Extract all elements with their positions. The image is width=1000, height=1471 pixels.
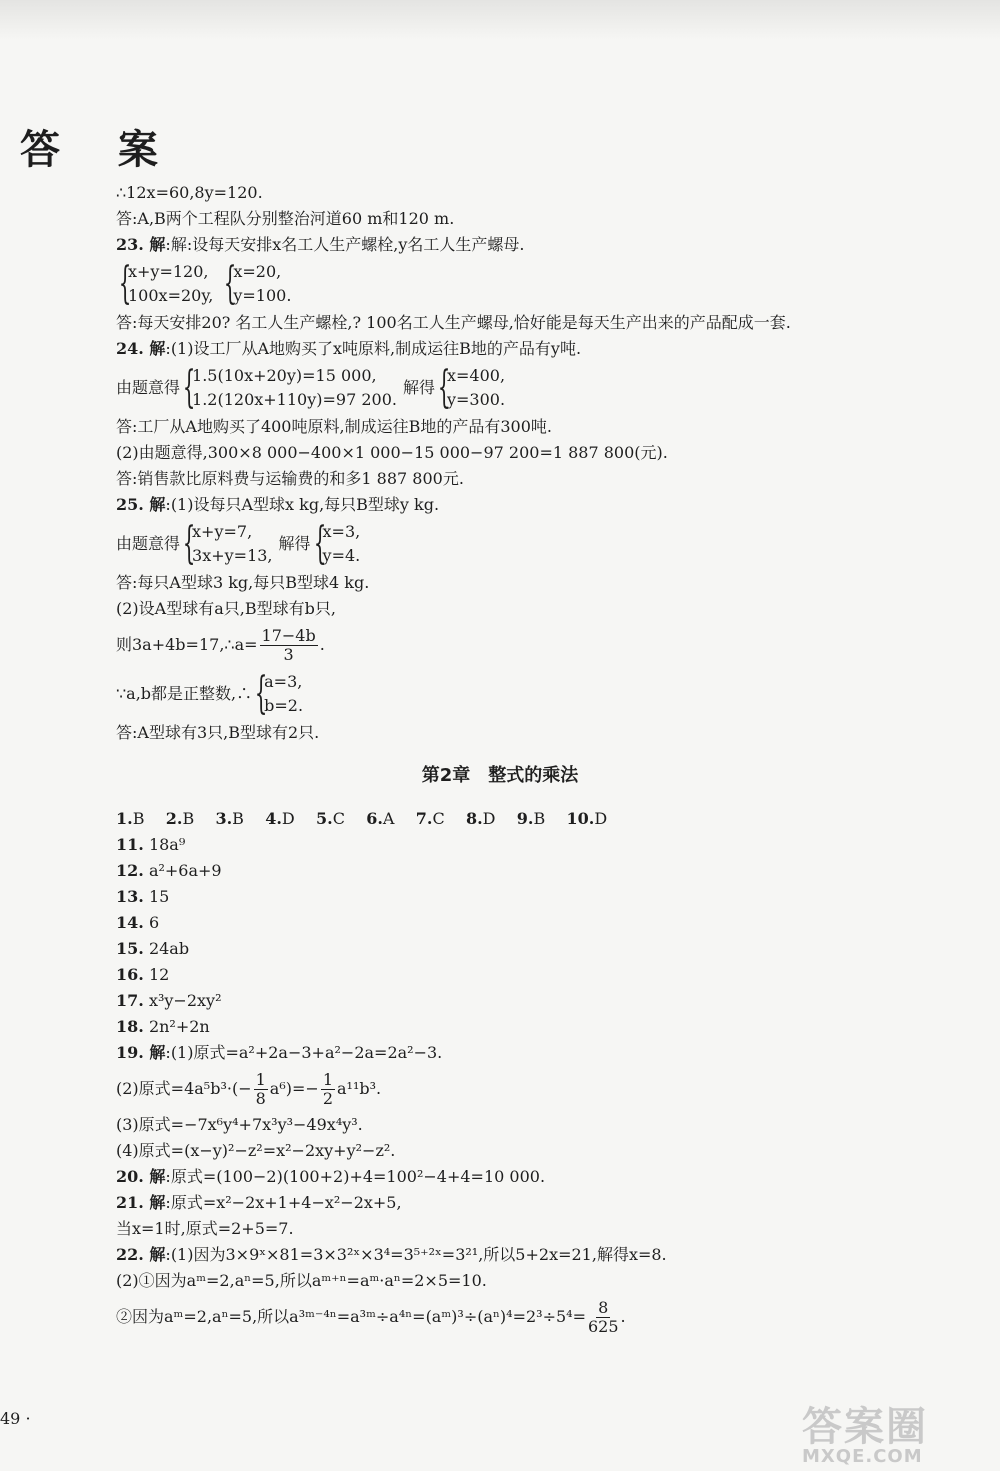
q25-text: :(1)设每只A型球x kg,每只B型球y kg. [165, 495, 440, 514]
brace-icon: { [254, 668, 268, 719]
q23-answer: 答:每天安排20? 名工人生产螺栓,? 100名工人生产螺母,恰好能是每天生产出来的产品配成一套. [116, 313, 791, 332]
fill-value: 24ab [148, 939, 190, 958]
q19-fraction-line [116, 1066, 976, 1112]
equation: b=2. [264, 696, 304, 715]
equation: 1.2(120x+110y)=97 200. [192, 390, 397, 409]
q22-label: 22. 解 [116, 1245, 166, 1264]
solution-stack [447, 364, 505, 412]
page-header: 答 案 [20, 127, 180, 173]
q25-label: 25. 解 [116, 495, 166, 514]
mc-number: 1. [116, 809, 133, 828]
fill-number: 14. [116, 913, 144, 932]
q20-line [116, 1164, 976, 1190]
fill-number: 18. [116, 1017, 144, 1036]
answer-content [116, 180, 976, 1340]
watermark-url: MXQE.COM [802, 1446, 923, 1467]
text-line: 答:A,B两个工程队分别整治河道60 m和120 m. [116, 209, 455, 228]
mc-answer: B [182, 809, 195, 828]
fraction [321, 1071, 335, 1108]
text-line: 答:每只A型球3 kg,每只B型球4 kg. [116, 573, 370, 592]
mc-answer: D [594, 809, 608, 828]
mc-answer: C [332, 809, 345, 828]
solution-stack [233, 260, 291, 308]
equation: 3x+y=13, [192, 546, 273, 565]
q22-text: :(1)因为3×9ˣ×81=3×3²ˣ×3⁴=3⁵⁺²ˣ=3²¹,所以5+2x=21,解得x=8. [165, 1245, 667, 1264]
chapter-title: 第2章 整式的乘法 [421, 765, 579, 786]
brace-icon: { [182, 362, 196, 413]
fill-answer [116, 936, 976, 962]
q25-system [116, 518, 976, 570]
equation: x=20, [233, 262, 282, 281]
text-line: (3)原式=−7x⁶y⁴+7x³y³−49x⁴y³. [116, 1115, 363, 1134]
watermark-logo: 答案圈 [802, 1404, 928, 1450]
mc-number: 6. [366, 809, 383, 828]
watermark [802, 1395, 982, 1467]
q21-line [116, 1190, 976, 1216]
q24-prefix: 由题意得 [116, 378, 181, 397]
numerator: 17−4b [261, 625, 316, 645]
text-line: (2)由题意得,300×8 000−400×1 000−15 000−97 200=1 887 800(元). [116, 443, 668, 462]
equation: a=3, [264, 672, 303, 691]
q21-text: :原式=x²−2x+1+4−x²−2x+5, [165, 1193, 402, 1212]
denominator: 625 [588, 1316, 619, 1336]
numerator: 1 [322, 1069, 333, 1089]
q25-fraction-line [116, 622, 976, 668]
text-line: 当x=1时,原式=2+5=7. [116, 1219, 294, 1238]
fill-answer [116, 988, 976, 1014]
equation: x+y=7, [192, 522, 253, 541]
fraction [588, 1299, 619, 1336]
text-line: (2)①因为aᵐ=2,aⁿ=5,所以aᵐ⁺ⁿ=aᵐ·aⁿ=2×5=10. [116, 1271, 487, 1290]
mc-number: 8. [465, 809, 483, 828]
fill-value: 2n²+2n [148, 1017, 210, 1036]
fraction-prefix: 则3a+4b=17,∴a= [116, 635, 258, 654]
equation: y=300. [446, 390, 506, 409]
numerator: 1 [255, 1069, 266, 1089]
brace-icon: { [313, 518, 326, 569]
q24-line [116, 336, 976, 362]
mc-answer: D [482, 809, 496, 828]
fill-value: 6 [148, 913, 160, 932]
fill-answer [116, 884, 976, 910]
q20-label: 20. 解 [116, 1167, 166, 1186]
equation: y=4. [322, 546, 361, 565]
q24-mid: 解得 [402, 378, 435, 397]
q23-text: :解:设每天安排x名工人生产螺栓,y名工人生产螺母. [165, 235, 525, 254]
fill-answer [116, 1014, 976, 1040]
brace-icon: { [182, 518, 196, 569]
q24-system [116, 362, 976, 414]
fill-number: 15. [116, 939, 144, 958]
q19-text: :(1)原式=a²+2a−3+a²−2a=2a²−3. [165, 1043, 443, 1062]
fraction [260, 627, 318, 664]
equation-stack [192, 364, 397, 412]
denominator: 3 [283, 644, 294, 664]
mc-number: 7. [415, 809, 433, 828]
text-line: (4)原式=(x−y)²−z²=x²−2xy+y²−z². [116, 1141, 396, 1160]
mc-answer: B [232, 809, 244, 828]
text-line: (2)设A型球有a只,B型球有b只, [116, 599, 336, 618]
mc-answer: B [533, 809, 546, 828]
mc-answer: B [132, 809, 145, 828]
equation: x=400, [446, 366, 506, 385]
q25-mid: 解得 [278, 534, 311, 553]
mc-number: 2. [165, 809, 183, 828]
q23-line [116, 232, 976, 258]
denominator: 2 [322, 1088, 333, 1108]
q20-text: :原式=(100−2)(100+2)+4=100²−4+4=10 000. [165, 1167, 546, 1186]
fill-number: 12. [116, 861, 144, 880]
q19-line [116, 1040, 976, 1066]
q23-system [116, 258, 976, 310]
fill-answer [116, 832, 976, 858]
brace-icon: { [224, 258, 237, 309]
q21-label: 21. 解 [116, 1193, 166, 1212]
q19-label: 19. 解 [116, 1043, 166, 1062]
fill-number: 11. [116, 835, 144, 854]
fraction [254, 1071, 268, 1108]
fill-number: 13. [116, 887, 144, 906]
equation: x=3, [322, 522, 361, 541]
mc-number: 9. [516, 809, 534, 828]
q24-label: 24. 解 [116, 339, 166, 358]
mc-answer: A [382, 809, 395, 828]
numerator: 8 [598, 1297, 609, 1317]
text-line: ∴12x=60,8y=120. [116, 183, 263, 202]
brace-icon: { [437, 362, 451, 413]
q25-ab-system [116, 668, 976, 720]
fill-number: 17. [116, 991, 144, 1010]
q22-fraction-line [116, 1294, 976, 1340]
text-line: 答:销售款比原料费与运输费的和多1 887 800元. [116, 469, 464, 488]
mc-number: 5. [316, 809, 333, 828]
equation: x+y=120, [128, 262, 209, 281]
fill-value: 12 [148, 965, 170, 984]
mc-answers [116, 806, 976, 832]
because-text: ∵a,b都是正整数,∴ [116, 684, 253, 703]
expr-part: a⁶)=− [269, 1079, 319, 1098]
equation-stack [128, 260, 213, 308]
fill-number: 16. [116, 965, 144, 984]
fill-value: a²+6a+9 [148, 861, 222, 880]
expr-part: . [620, 1307, 626, 1326]
mc-answer: C [432, 809, 445, 828]
equation: 100x=20y, [128, 286, 214, 305]
scan-top-edge [0, 0, 1000, 40]
fill-answer [116, 858, 976, 884]
mc-number: 3. [215, 809, 233, 828]
q24-text: :(1)设工厂从A地购买了x吨原料,制成运往B地的产品有y吨. [165, 339, 582, 358]
q25-line [116, 492, 976, 518]
solution-stack [264, 670, 303, 718]
expr-part: ②因为aᵐ=2,aⁿ=5,所以a³ᵐ⁻⁴ⁿ=a³ᵐ÷a⁴ⁿ=(aᵐ)³÷(aⁿ)⁴=2³÷5⁴= [116, 1307, 586, 1326]
fill-value: x³y−2xy² [148, 991, 222, 1010]
equation-stack [192, 520, 273, 568]
mc-answer: D [281, 809, 295, 828]
denominator: 8 [255, 1088, 266, 1108]
expr-part: a¹¹b³. [337, 1079, 382, 1098]
q25-prefix: 由题意得 [116, 534, 181, 553]
brace-icon: { [118, 258, 132, 309]
fill-answer [116, 962, 976, 988]
q25-answer: 答:A型球有3只,B型球有2只. [116, 723, 320, 742]
mc-number: 4. [265, 809, 282, 828]
fill-value: 18a⁹ [148, 835, 186, 854]
page-number: 49 · [0, 1409, 31, 1428]
q23-label: 23. 解 [116, 235, 166, 254]
fill-value: 15 [148, 887, 170, 906]
fraction-suffix: . [319, 635, 325, 654]
text-line: 答:工厂从A地购买了400吨原料,制成运往B地的产品有300吨. [116, 417, 552, 436]
equation: y=100. [233, 286, 292, 305]
q22-line [116, 1242, 976, 1268]
equation: 1.5(10x+20y)=15 000, [192, 366, 377, 385]
fill-answer [116, 910, 976, 936]
mc-number: 10. [566, 809, 595, 828]
expr-part: (2)原式=4a⁵b³·(− [116, 1079, 252, 1098]
solution-stack [323, 520, 361, 568]
